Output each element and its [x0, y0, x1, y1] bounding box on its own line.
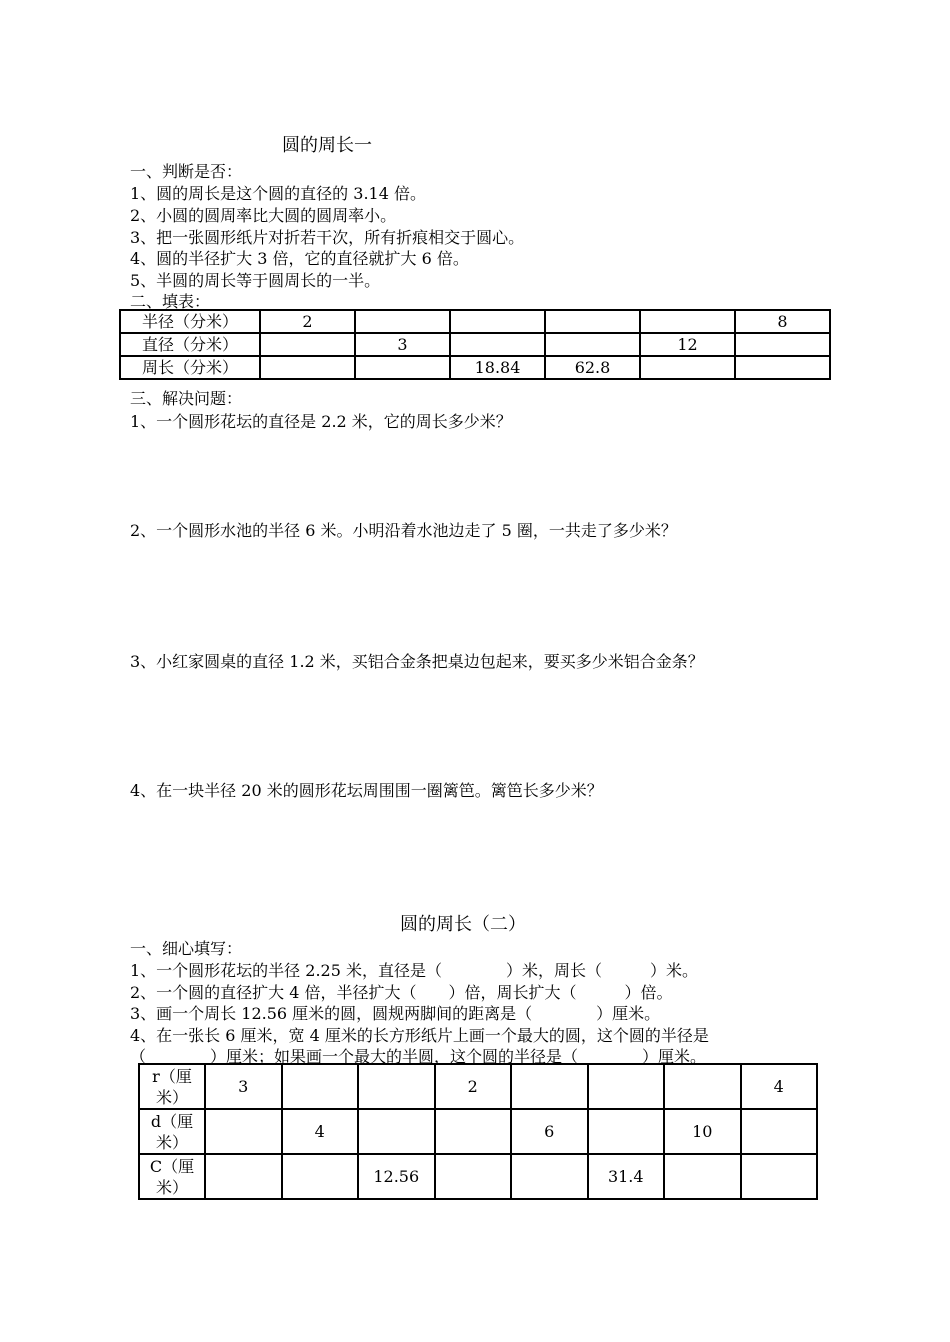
- table-cell: 12.56: [358, 1154, 435, 1199]
- table-cell: [358, 1064, 435, 1109]
- section1-part3-heading: 三、解决问题：: [130, 389, 243, 408]
- table-cell: 8: [735, 310, 830, 333]
- table-cell: 12: [640, 333, 735, 356]
- table-cell: 31.4: [588, 1154, 665, 1199]
- problem-item-2: 2、一个圆形水池的半径 6 米。小明沿着水池边走了 5 圈，一共走了多少米？: [130, 521, 677, 540]
- table-cell: [545, 333, 640, 356]
- table-cell: [511, 1154, 588, 1199]
- table-cell: [588, 1109, 665, 1154]
- judgment-item-4: 4、圆的半径扩大 3 倍，它的直径就扩大 6 倍。: [130, 249, 469, 268]
- problem-item-1: 1、一个圆形花坛的直径是 2.2 米，它的周长多少米？: [130, 412, 512, 431]
- table-cell: 3: [205, 1064, 282, 1109]
- table-cell: 2: [435, 1064, 512, 1109]
- table-cell: [358, 1109, 435, 1154]
- table-cell: [450, 310, 545, 333]
- row-label-circumference: 周长（分米）: [120, 356, 260, 379]
- table-cell: [450, 333, 545, 356]
- table-cell: 10: [664, 1109, 741, 1154]
- table-cell: [355, 310, 450, 333]
- fill-item-1: 1、一个圆形花坛的半径 2.25 米，直径是（ ）米，周长（ ）米。: [130, 961, 698, 980]
- table-cell: [664, 1154, 741, 1199]
- row-label-r: [139, 1064, 205, 1109]
- radius-diameter-table-1: [119, 309, 831, 380]
- table-cell: [640, 356, 735, 379]
- table-cell: 6: [511, 1109, 588, 1154]
- table-cell: [588, 1064, 665, 1109]
- judgment-item-5: 5、半圆的周长等于圆周长的一半。: [130, 271, 381, 290]
- problem-item-4: 4、在一块半径 20 米的圆形花坛周围围一圈篱笆。篱笆长多少米？: [130, 781, 603, 800]
- table-row: [120, 333, 830, 356]
- table-cell: [511, 1064, 588, 1109]
- row-label-c-line2: 米）: [155, 1177, 188, 1197]
- table-cell: [260, 356, 355, 379]
- table-cell: [741, 1154, 818, 1199]
- row-label-c: [139, 1154, 205, 1199]
- fill-item-4-continued: （ ）厘米；如果画一个最大的半圆，这个圆的半径是（ ）厘米。: [130, 1047, 707, 1066]
- table-cell: [741, 1109, 818, 1154]
- table-cell: [205, 1109, 282, 1154]
- row-label-r-line1: r（厘: [152, 1066, 192, 1086]
- row-label-r-line2: 米）: [155, 1087, 188, 1107]
- judgment-item-1: 1、圆的周长是这个圆的直径的 3.14 倍。: [130, 184, 426, 203]
- table-cell: [640, 310, 735, 333]
- row-label-diameter: 直径（分米）: [120, 333, 260, 356]
- row-label-radius: 半径（分米）: [120, 310, 260, 333]
- section2-part1-heading: 一、细心填写：: [130, 939, 243, 958]
- section1-part2-heading: 二、填表：: [130, 292, 211, 311]
- fill-item-2: 2、一个圆的直径扩大 4 倍，半径扩大（ ）倍，周长扩大（ ）倍。: [130, 983, 673, 1002]
- table-cell: [205, 1154, 282, 1199]
- fill-item-3: 3、画一个周长 12.56 厘米的圆，圆规两脚间的距离是（ ）厘米。: [130, 1004, 661, 1023]
- judgment-item-2: 2、小圆的圆周率比大圆的圆周率小。: [130, 206, 397, 225]
- judgment-item-3: 3、把一张圆形纸片对折若干次，所有折痕相交于圆心。: [130, 228, 525, 247]
- row-label-d: [139, 1109, 205, 1154]
- row-label-c-line1: C（厘: [149, 1156, 195, 1176]
- section1-part1-heading: 一、判断是否：: [130, 162, 243, 181]
- problem-item-3: 3、小红家圆桌的直径 1.2 米，买铝合金条把桌边包起来，要买多少米铝合金条？: [130, 652, 704, 671]
- table-cell: [664, 1064, 741, 1109]
- table-cell: [545, 310, 640, 333]
- table-cell: 18.84: [450, 356, 545, 379]
- table-cell: 3: [355, 333, 450, 356]
- table-cell: [735, 333, 830, 356]
- section2-title: 圆的周长（二）: [400, 914, 526, 935]
- table-row: [120, 310, 830, 333]
- table-cell: [282, 1064, 359, 1109]
- row-label-d-line2: 米）: [155, 1132, 188, 1152]
- table-cell: [435, 1154, 512, 1199]
- fill-item-4: 4、在一张长 6 厘米，宽 4 厘米的长方形纸片上画一个最大的圆，这个圆的半径是: [130, 1026, 709, 1045]
- section1-title: 圆的周长一: [282, 135, 372, 156]
- table-cell: 4: [282, 1109, 359, 1154]
- radius-diameter-table-2: [138, 1063, 818, 1200]
- table-cell: 62.8: [545, 356, 640, 379]
- table-row: [120, 356, 830, 379]
- table-row: [139, 1064, 817, 1109]
- table-row: [139, 1109, 817, 1154]
- table-cell: 4: [741, 1064, 818, 1109]
- table-cell: [282, 1154, 359, 1199]
- table-row: [139, 1154, 817, 1199]
- table-cell: [355, 356, 450, 379]
- table-cell: [435, 1109, 512, 1154]
- table-cell: [735, 356, 830, 379]
- row-label-d-line1: d（厘: [150, 1111, 194, 1131]
- table-cell: [260, 333, 355, 356]
- table-cell: 2: [260, 310, 355, 333]
